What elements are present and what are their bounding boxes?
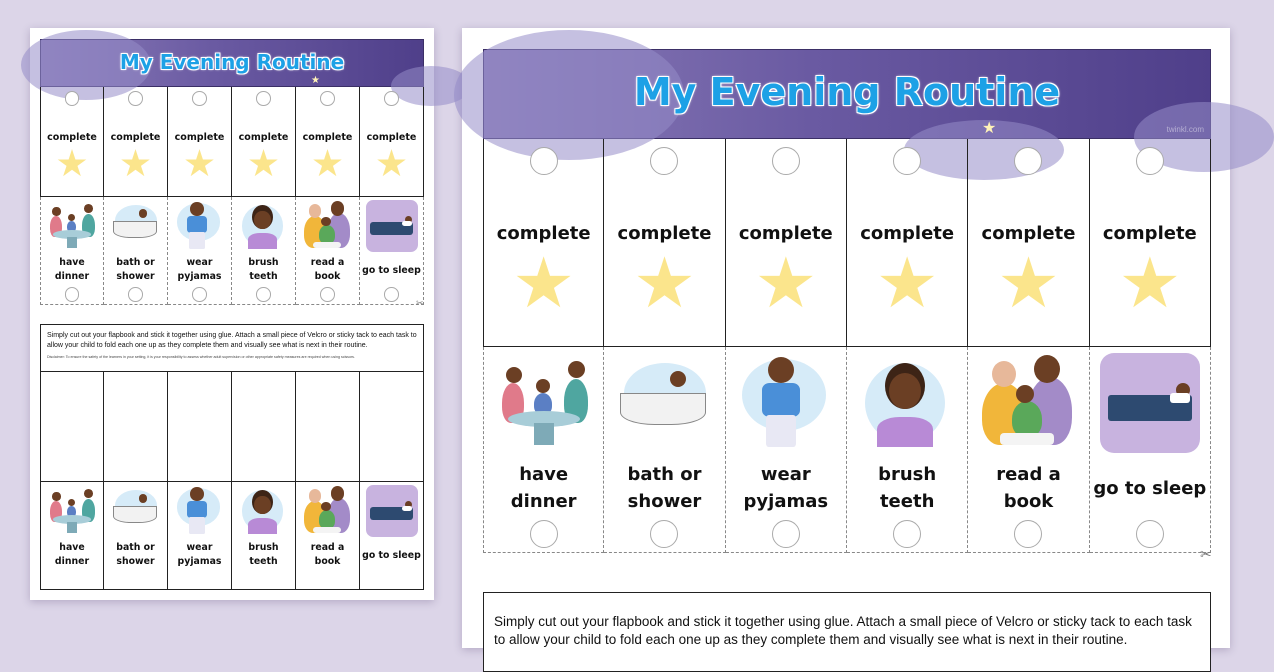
- activity-label-line1: brush: [248, 257, 279, 269]
- brushing-teeth-illustration: [857, 353, 957, 453]
- activity-label-line2: pyjamas: [743, 491, 829, 512]
- activity-flap-3: [168, 482, 232, 590]
- activity-flap-4: [232, 482, 296, 590]
- bathtub-illustration: [110, 485, 162, 537]
- bathtub-illustration: [614, 353, 714, 453]
- activity-flap-5: [968, 347, 1089, 553]
- punch-hole: [384, 91, 399, 106]
- star-icon: ★: [374, 141, 409, 185]
- disclaimer-text: Disclaimer: To ensure the safety of the learners in your setting, it is your responsibility to assess whether adult supervision or other appropriate safety measures are required when using scissors.: [47, 355, 355, 359]
- activity-flap-2: [604, 347, 725, 553]
- activity-label: [1093, 475, 1206, 502]
- activity-flap-3: [726, 347, 847, 553]
- activity-label: [116, 256, 154, 284]
- complete-flap-4: [232, 87, 296, 197]
- blank-flap-1: [40, 372, 104, 482]
- activity-label: [311, 256, 345, 284]
- activity-label-line1: bath or: [627, 464, 702, 485]
- star-icon: ★: [633, 242, 696, 324]
- activity-label: [178, 541, 222, 569]
- star-icon: ★: [246, 141, 281, 185]
- activity-row-bottom: [40, 482, 424, 590]
- reading-book-illustration: [302, 485, 354, 537]
- star-icon: ★: [512, 242, 576, 324]
- activity-label: [744, 461, 829, 515]
- activity-label: [55, 541, 89, 569]
- punch-hole: [893, 147, 921, 175]
- complete-flap-3: [726, 139, 847, 347]
- blank-flap-5: [296, 372, 360, 482]
- activity-label-line2: pyjamas: [177, 556, 222, 568]
- page-title-large: My Evening Routine: [633, 70, 1061, 114]
- activity-label-line2: book: [314, 271, 341, 283]
- complete-flap-2: [104, 87, 168, 197]
- child-pyjamas-illustration: [736, 353, 836, 453]
- activity-flap-2: [104, 482, 168, 590]
- complete-label: complete: [110, 131, 161, 143]
- child-pyjamas-illustration: [174, 485, 226, 537]
- banner-star-icon-large: ★: [982, 118, 997, 137]
- star-icon: ★: [1118, 242, 1182, 324]
- punch-hole: [530, 520, 558, 548]
- family-dinner-illustration: [46, 485, 98, 537]
- complete-label: complete: [617, 223, 712, 244]
- complete-label: complete: [238, 131, 289, 143]
- punch-hole: [1136, 147, 1164, 175]
- activity-label: [311, 541, 345, 569]
- complete-flap-2: [604, 139, 725, 347]
- activity-label-line1: bath or: [116, 257, 155, 269]
- complete-row: [40, 87, 424, 197]
- complete-label: complete: [174, 131, 225, 143]
- blank-flap-3: [168, 372, 232, 482]
- complete-flap-1: [40, 87, 104, 197]
- activity-label-line1: go to sleep: [362, 264, 421, 276]
- punch-hole: [650, 147, 678, 175]
- activity-label-line1: have: [59, 257, 85, 269]
- activity-label: [178, 256, 222, 284]
- activity-label-line2: teeth: [249, 271, 278, 283]
- star-icon: ★: [182, 141, 217, 185]
- punch-hole: [1014, 147, 1042, 175]
- activity-label-line2: shower: [627, 491, 702, 512]
- activity-flap-2: [104, 197, 168, 305]
- activity-label-line1: go to sleep: [1093, 478, 1207, 499]
- complete-flap-4: [847, 139, 968, 347]
- activity-flap-4: [847, 347, 968, 553]
- activity-label-line2: shower: [116, 556, 155, 568]
- punch-hole: [384, 287, 399, 302]
- sleeping-in-bed-illustration: [366, 200, 418, 252]
- complete-flap-5: [968, 139, 1089, 347]
- complete-label: complete: [47, 131, 97, 143]
- complete-label: complete: [302, 131, 353, 143]
- page-title: My Evening Routine: [119, 50, 345, 74]
- activity-label-line2: dinner: [54, 271, 90, 283]
- activity-flap-4: [232, 197, 296, 305]
- star-icon: ★: [118, 141, 153, 185]
- star-icon: ★: [997, 242, 1060, 324]
- activity-label-line1: read a: [996, 464, 1061, 485]
- punch-hole: [256, 91, 271, 106]
- punch-hole: [320, 91, 335, 106]
- activity-label: [996, 461, 1061, 515]
- punch-hole: [192, 91, 207, 106]
- activity-label-line1: wear: [186, 542, 213, 554]
- activity-flap-6: [360, 197, 424, 305]
- activity-flap-1: [483, 347, 604, 553]
- blank-flap-row: [40, 372, 424, 482]
- activity-row-large: [483, 347, 1211, 553]
- worksheet-zoom-page: [462, 28, 1230, 648]
- banner-star-icon: ★: [311, 75, 320, 86]
- activity-label: [55, 256, 89, 284]
- complete-label: complete: [981, 223, 1076, 244]
- activity-flap-5: [296, 197, 360, 305]
- activity-label-line1: brush: [878, 464, 937, 485]
- title-banner-large: [483, 49, 1211, 139]
- title-banner: [40, 39, 424, 87]
- activity-label-line1: have: [59, 542, 85, 554]
- blank-flap-4: [232, 372, 296, 482]
- activity-label-line1: have: [519, 464, 569, 485]
- bathtub-illustration: [110, 200, 162, 252]
- instructions-text-large: Simply cut out your flapbook and stick it together using glue. Attach a small piece of Velcro or sticky tack to each task to allow your child to fold each one up as they complete them and visually see what is next in their routine.: [494, 614, 1192, 647]
- activity-label-line2: shower: [116, 271, 155, 283]
- sleeping-in-bed-illustration: [366, 485, 418, 537]
- punch-hole: [530, 147, 558, 175]
- family-dinner-illustration: [494, 353, 594, 453]
- star-icon: ★: [754, 242, 818, 324]
- activity-label-line1: wear: [186, 257, 213, 269]
- activity-label-line1: wear: [760, 464, 811, 485]
- worksheet-preview-page: [30, 28, 434, 600]
- complete-flap-3: [168, 87, 232, 197]
- activity-row: [40, 197, 424, 305]
- activity-flap-1: [40, 197, 104, 305]
- activity-label: [248, 541, 278, 569]
- activity-label: [628, 461, 702, 515]
- activity-label: [248, 256, 278, 284]
- complete-label: complete: [738, 223, 833, 244]
- activity-label-line2: teeth: [249, 556, 278, 568]
- instructions-box: [40, 324, 424, 372]
- complete-flap-6: [1090, 139, 1211, 347]
- instructions-box-large: [483, 592, 1211, 672]
- activity-label: [362, 264, 421, 278]
- activity-flap-3: [168, 197, 232, 305]
- scissors-icon-large: ✂: [1200, 547, 1212, 563]
- activity-label: [878, 461, 936, 515]
- star-icon: ★: [310, 141, 345, 185]
- complete-label: complete: [860, 223, 955, 244]
- blank-flap-6: [360, 372, 424, 482]
- punch-hole: [128, 91, 143, 106]
- punch-hole: [192, 287, 207, 302]
- activity-label-line1: brush: [248, 542, 279, 554]
- complete-label: complete: [1102, 223, 1197, 244]
- activity-flap-5: [296, 482, 360, 590]
- scissors-icon: ✂: [416, 299, 424, 309]
- activity-label-line1: bath or: [116, 542, 155, 554]
- sleeping-in-bed-illustration: [1100, 353, 1200, 453]
- complete-flap-6: [360, 87, 424, 197]
- activity-label-line1: read a: [310, 257, 345, 269]
- complete-flap-1: [483, 139, 604, 347]
- activity-label: [116, 541, 154, 569]
- reading-book-illustration: [302, 200, 354, 252]
- complete-row-large: [483, 139, 1211, 347]
- punch-hole: [65, 91, 80, 106]
- child-pyjamas-illustration: [174, 200, 226, 252]
- punch-hole: [128, 287, 143, 302]
- instructions-text: Simply cut out your flapbook and stick it together using glue. Attach a small piece of Velcro or sticky tack to each task to allow your child to fold each one up as they complete them and visually see what is next in their routine.: [47, 332, 417, 349]
- reading-book-illustration: [978, 353, 1078, 453]
- punch-hole: [320, 287, 335, 302]
- punch-hole: [772, 520, 800, 548]
- punch-hole: [256, 287, 271, 302]
- punch-hole: [772, 147, 800, 175]
- complete-label: complete: [496, 223, 591, 244]
- punch-hole: [1136, 520, 1164, 548]
- family-dinner-illustration: [46, 200, 98, 252]
- activity-label-line2: book: [314, 556, 341, 568]
- punch-hole: [650, 520, 678, 548]
- activity-flap-6: [1090, 347, 1211, 553]
- punch-hole: [1014, 520, 1042, 548]
- activity-flap-1: [40, 482, 104, 590]
- watermark-text: twinkl.com: [1166, 125, 1204, 134]
- brushing-teeth-illustration: [238, 200, 290, 252]
- star-icon: ★: [55, 141, 89, 185]
- activity-label-line1: read a: [310, 542, 345, 554]
- star-icon: ★: [875, 242, 939, 324]
- activity-label-line2: teeth: [879, 491, 935, 512]
- activity-label: [511, 461, 577, 515]
- blank-flap-2: [104, 372, 168, 482]
- punch-hole: [65, 287, 80, 302]
- activity-label-line2: dinner: [54, 556, 90, 568]
- activity-label-line2: pyjamas: [177, 271, 222, 283]
- complete-flap-5: [296, 87, 360, 197]
- activity-label-line1: go to sleep: [362, 549, 421, 561]
- activity-flap-6: [360, 482, 424, 590]
- punch-hole: [893, 520, 921, 548]
- brushing-teeth-illustration: [238, 485, 290, 537]
- activity-label-line2: dinner: [510, 491, 577, 512]
- activity-label: [362, 549, 421, 563]
- activity-label-line2: book: [1003, 491, 1054, 512]
- complete-label: complete: [366, 131, 417, 143]
